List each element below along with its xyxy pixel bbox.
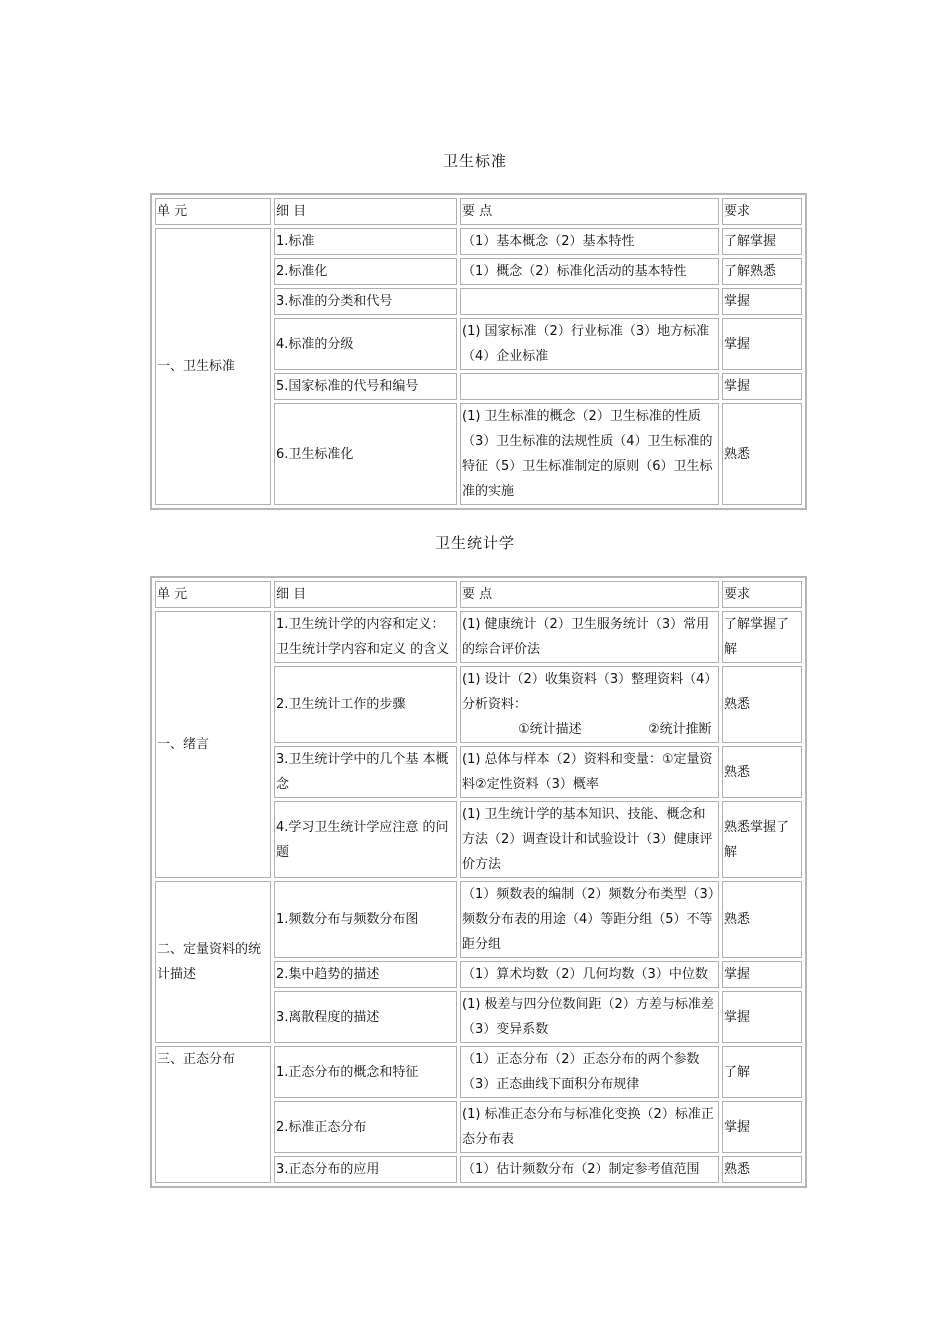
- section-title-health-statistics: 卫生统计学: [434, 534, 515, 552]
- points-cell: (1) 健康统计（2）卫生服务统计（3）常用的综合评价法: [460, 611, 719, 663]
- item-cell: 2.标准正态分布: [274, 1101, 457, 1153]
- item-cell: 1.卫生统计学的内容和定义：卫生统计学内容和定义 的含义: [274, 611, 457, 663]
- requirement-cell: 熟悉: [722, 403, 802, 505]
- points-cell: （1）正态分布（2）正态分布的两个参数（3）正态曲线下面积分布规律: [460, 1046, 719, 1098]
- requirement-cell: 了解掌握: [722, 228, 802, 255]
- unit-cell: 一、卫生标准: [155, 228, 271, 505]
- points-cell: (1) 卫生统计学的基本知识、技能、概念和方法（2）调查设计和试验设计（3）健康评价方法: [460, 801, 719, 878]
- requirement-cell: 掌握: [722, 288, 802, 315]
- item-cell: 5.国家标准的代号和编号: [274, 373, 457, 400]
- requirement-cell: 熟悉: [722, 1156, 802, 1183]
- points-cell: (1) 总体与样本（2）资料和变量：①定量资料②定性资料（3）概率: [460, 746, 719, 798]
- requirement-cell: 熟悉: [722, 746, 802, 798]
- table-header-row: [155, 198, 802, 225]
- points-cell: (1) 国家标准（2）行业标准（3）地方标准（4）企业标准: [460, 318, 719, 370]
- points-text: (1) 设计（2）收集资料（3）整理资料（4）分析资料：: [462, 672, 718, 712]
- table-row: [155, 611, 802, 663]
- requirement-cell: 熟悉: [722, 666, 802, 743]
- subitem-inferential: ②统计推断: [648, 722, 712, 737]
- section-title-health-standards: 卫生标准: [442, 152, 507, 170]
- item-cell: 4.学习卫生统计学应注意 的问题: [274, 801, 457, 878]
- table-row: [155, 881, 802, 958]
- points-cell: (1) 标准正态分布与标准化变换（2）标准正态分布表: [460, 1101, 719, 1153]
- requirement-cell: 掌握: [722, 318, 802, 370]
- item-cell: 2.卫生统计工作的步骤: [274, 666, 457, 743]
- requirement-cell: 熟悉: [722, 881, 802, 958]
- requirement-cell: 掌握: [722, 1101, 802, 1153]
- item-cell: 4.标准的分级: [274, 318, 457, 370]
- header-item: 细 目: [274, 198, 457, 225]
- points-cell: （1）估计频数分布（2）制定参考值范围: [460, 1156, 719, 1183]
- points-cell: （1）概念（2）标准化活动的基本特性: [460, 258, 719, 285]
- unit-cell: 一、绪言: [155, 611, 271, 878]
- points-cell: （1）基本概念（2）基本特性: [460, 228, 719, 255]
- requirement-cell: 了解熟悉: [722, 258, 802, 285]
- requirement-cell: 了解掌握了解: [722, 611, 802, 663]
- item-cell: 2.集中趋势的描述: [274, 961, 457, 988]
- subitem-descriptive: ①统计描述: [518, 722, 582, 737]
- table-row: [155, 228, 802, 255]
- points-cell: [460, 666, 719, 743]
- item-cell: 3.离散程度的描述: [274, 991, 457, 1043]
- health-statistics-table: [150, 576, 807, 1188]
- header-requirement: 要求: [722, 198, 802, 225]
- header-unit: 单 元: [155, 581, 271, 608]
- requirement-cell: 掌握: [722, 991, 802, 1043]
- unit-cell: 三、正态分布: [155, 1046, 271, 1183]
- header-points: 要 点: [460, 198, 719, 225]
- unit-cell: 二、定量资料的统计描述: [155, 881, 271, 1043]
- requirement-cell: 掌握: [722, 961, 802, 988]
- requirement-cell: 掌握: [722, 373, 802, 400]
- requirement-cell: 熟悉掌握了解: [722, 801, 802, 878]
- item-cell: 3.正态分布的应用: [274, 1156, 457, 1183]
- requirement-cell: 了解: [722, 1046, 802, 1098]
- item-cell: 1.正态分布的概念和特征: [274, 1046, 457, 1098]
- points-cell: [460, 373, 719, 400]
- points-cell: （1）算术均数（2）几何均数（3）中位数: [460, 961, 719, 988]
- table-row: [155, 1046, 802, 1098]
- header-unit: 单 元: [155, 198, 271, 225]
- item-cell: 1.频数分布与频数分布图: [274, 881, 457, 958]
- points-cell: （1）频数表的编制（2）频数分布类型（3）频数分布表的用途（4）等距分组（5）不等距分组: [460, 881, 719, 958]
- header-item: 细 目: [274, 581, 457, 608]
- item-cell: 1.标准: [274, 228, 457, 255]
- header-requirement: 要求: [722, 581, 802, 608]
- item-cell: 3.标准的分类和代号: [274, 288, 457, 315]
- header-points: 要 点: [460, 581, 719, 608]
- points-subitems: [462, 717, 718, 742]
- item-cell: 2.标准化: [274, 258, 457, 285]
- points-cell: (1) 极差与四分位数间距（2）方差与标准差（3）变异系数: [460, 991, 719, 1043]
- points-cell: (1) 卫生标准的概念（2）卫生标准的性质（3）卫生标准的法规性质（4）卫生标准的特征（5）卫生标准制定的原则（6）卫生标准的实施: [460, 403, 719, 505]
- item-cell: 3.卫生统计学中的几个基 本概念: [274, 746, 457, 798]
- table-header-row: [155, 581, 802, 608]
- health-standards-table: [150, 193, 807, 510]
- points-cell: [460, 288, 719, 315]
- item-cell: 6.卫生标准化: [274, 403, 457, 505]
